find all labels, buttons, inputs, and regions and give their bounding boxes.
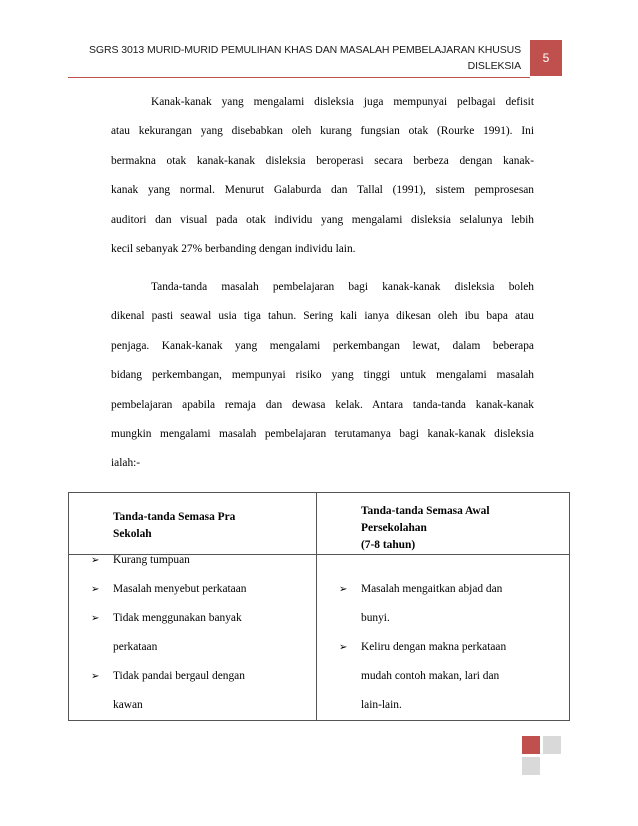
list-item: [69, 604, 316, 633]
page-number-badge: [530, 40, 562, 76]
page-number: 5: [542, 51, 550, 65]
list-item-text: perkataan: [113, 641, 158, 653]
list-item: [317, 575, 569, 604]
column-heading-line: Sekolah: [113, 528, 152, 540]
early-school-signs-list: [317, 575, 569, 720]
list-item-text: bunyi.: [361, 612, 390, 624]
column-heading-line: Persekolahan: [361, 522, 427, 534]
paragraph-line: mungkin mengalami masalah pembelajaran terutamanya bagi kanak-kanak disleksia: [111, 427, 534, 440]
corner-decoration-block: [543, 736, 561, 754]
running-header: [80, 42, 521, 74]
arrow-bullet-icon: ➢: [91, 584, 100, 595]
signs-table: [68, 492, 570, 721]
arrow-bullet-icon: ➢: [339, 584, 348, 595]
list-item: [317, 633, 569, 662]
arrow-bullet-icon: ➢: [91, 613, 100, 624]
list-item: [317, 691, 569, 720]
list-item-text: Keliru dengan makna perkataan: [361, 641, 507, 653]
list-item: [69, 575, 316, 604]
column-heading-line: (7-8 tahun): [361, 539, 416, 551]
arrow-bullet-icon: ➢: [91, 555, 100, 566]
paragraph-line: bermakna otak kanak-kanak disleksia beroperasi secara berbeza dengan kanak-: [111, 154, 534, 167]
column-heading-line: Tanda-tanda Semasa Pra: [113, 511, 236, 523]
list-item-text: Tidak menggunakan banyak: [113, 612, 242, 624]
arrow-bullet-icon: ➢: [91, 671, 100, 682]
paragraph-line: pembelajaran apabila remaja dan dewasa kelak. Antara tanda-tanda kanak-kanak: [111, 398, 534, 411]
table-body-row: [69, 555, 570, 721]
paragraph-line: Kanak-kanak yang mengalami disleksia juga mempunyai pelbagai defisit: [151, 96, 534, 108]
list-item-text: lain-lain.: [361, 699, 402, 711]
paragraph-line: Tanda-tanda masalah pembelajaran bagi kanak-kanak disleksia boleh: [151, 281, 534, 293]
table-header-cell-early-school: [317, 493, 570, 555]
corner-decoration-block: [522, 736, 540, 754]
list-item-text: Masalah menyebut perkataan: [113, 583, 247, 595]
paragraph-line: ialah:-: [111, 457, 141, 470]
list-item: [69, 546, 316, 575]
list-item-text: Kurang tumpuan: [113, 554, 190, 566]
list-item-text: Masalah mengaitkan abjad dan: [361, 583, 503, 595]
header-title-line1: SGRS 3013 MURID-MURID PEMULIHAN KHAS DAN MASALAH PEMBELAJARAN KHUSUS: [89, 44, 521, 56]
list-item: [69, 691, 316, 720]
list-item: [69, 662, 316, 691]
header-title-line2: DISLEKSIA: [467, 60, 521, 72]
paragraph-1: [111, 88, 534, 264]
paragraph-line: dikenal pasti seawal usia tiga tahun. Sering kali ianya dikesan oleh ibu bapa atau: [111, 310, 534, 323]
arrow-bullet-icon: ➢: [339, 642, 348, 653]
paragraph-line: atau kekurangan yang disebabkan oleh kurang fungsian otak (Rourke 1991). Ini: [111, 125, 534, 138]
table-cell-early-school-signs: [317, 555, 570, 721]
list-item: [317, 662, 569, 691]
list-item-text: Tidak pandai bergaul dengan: [113, 670, 245, 682]
paragraph-2: [111, 273, 534, 479]
table-cell-preschool-signs: [69, 555, 317, 721]
paragraph-line: auditori dan visual pada otak individu yang mengalami disleksia selalunya lebih: [111, 213, 534, 226]
header-rule: [68, 77, 530, 78]
paragraph-line: bidang perkembangan, mempunyai risiko yang tinggi untuk mengalami masalah: [111, 369, 534, 382]
column-heading-line: Tanda-tanda Semasa Awal: [361, 505, 490, 517]
list-item-text: kawan: [113, 699, 143, 711]
paragraph-line: penjaga. Kanak-kanak yang mengalami perkembangan lewat, dalam beberapa: [111, 339, 534, 352]
preschool-signs-list: [69, 546, 316, 720]
list-item: [69, 633, 316, 662]
list-item: [317, 604, 569, 633]
corner-decoration-block: [522, 757, 540, 775]
list-item-text: mudah contoh makan, lari dan: [361, 670, 500, 682]
paragraph-line: kanak yang normal. Menurut Galaburda dan Tallal (1991), sistem pemprosesan: [111, 184, 534, 197]
paragraph-line: kecil sebanyak 27% berbanding dengan individu lain.: [111, 242, 356, 255]
